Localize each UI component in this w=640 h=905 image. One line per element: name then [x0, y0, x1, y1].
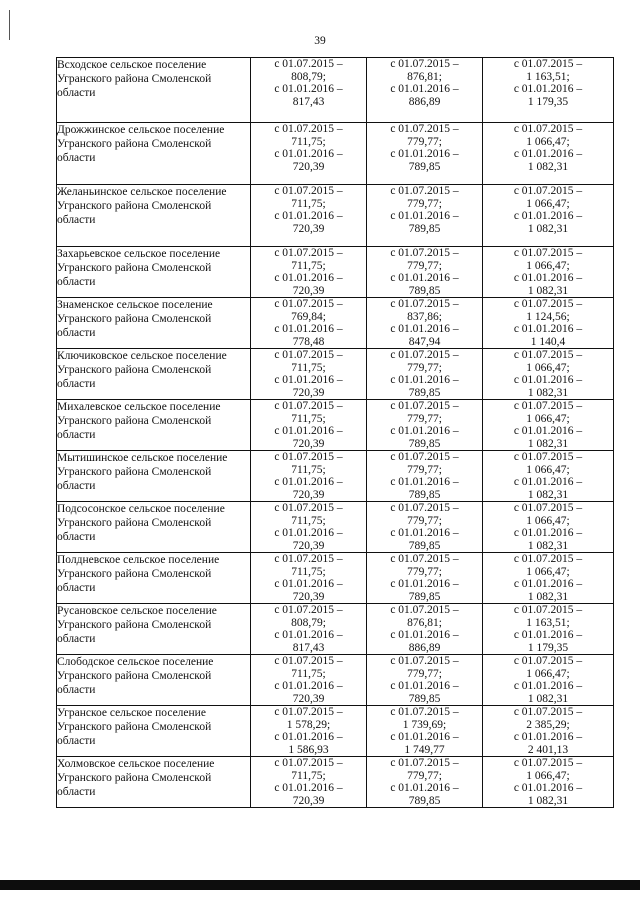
- rate-cell-2: [367, 247, 483, 298]
- rate-date-start: с 01.07.2015 –: [513, 298, 583, 310]
- rate-cell-1: [251, 247, 367, 298]
- rate-date-next: с 01.01.2016 –: [274, 782, 343, 794]
- rate-value-next: 886,89: [408, 95, 441, 108]
- rate-value-next: 720,39: [292, 284, 325, 297]
- settlement-name: Русановское сельское поселение Угранского района Смоленской области: [57, 604, 251, 655]
- rate-cell-2: [367, 706, 483, 757]
- rate-date-next: с 01.01.2016 –: [274, 731, 343, 743]
- rate-date-next: с 01.01.2016 –: [274, 83, 343, 95]
- rate-date-next: с 01.01.2016 –: [513, 680, 583, 692]
- rate-value-start: 876,81;: [407, 616, 442, 629]
- rate-value-next: 789,85: [408, 692, 441, 705]
- rate-cell-2: [367, 298, 483, 349]
- rate-date-start: с 01.07.2015 –: [390, 58, 459, 70]
- rate-value-start: 779,77;: [407, 412, 442, 425]
- rate-cell-3: [483, 123, 614, 185]
- rate-date-start: с 01.07.2015 –: [274, 757, 343, 769]
- rate-date-next: с 01.01.2016 –: [390, 476, 459, 488]
- rate-value-next: 1 140,4: [530, 335, 566, 348]
- rate-value-start: 779,77;: [407, 769, 442, 782]
- rate-value-next: 1 082,31: [527, 539, 569, 552]
- rate-cell-1: [251, 185, 367, 247]
- rate-date-start: с 01.07.2015 –: [513, 604, 583, 616]
- rate-cell-2: [367, 123, 483, 185]
- table-row: [57, 247, 614, 298]
- rate-date-next: с 01.01.2016 –: [513, 148, 583, 160]
- rate-date-start: с 01.07.2015 –: [274, 604, 343, 616]
- rate-value-next: 720,39: [292, 539, 325, 552]
- rate-value-start: 711,75;: [291, 565, 326, 578]
- rate-date-start: с 01.07.2015 –: [513, 58, 583, 70]
- rate-date-next: с 01.01.2016 –: [274, 323, 343, 335]
- rate-value-next: 720,39: [292, 437, 325, 450]
- rate-date-start: с 01.07.2015 –: [274, 706, 343, 718]
- rate-value-start: 779,77;: [407, 361, 442, 374]
- rate-value-next: 817,43: [292, 641, 325, 654]
- settlement-name: Ключиковское сельское поселение Угранского района Смоленской области: [57, 349, 251, 400]
- rate-date-start: с 01.07.2015 –: [274, 451, 343, 463]
- rate-value-start: 1 578,29;: [286, 718, 331, 731]
- rate-value-start: 1 066,47;: [526, 667, 570, 680]
- rate-date-next: с 01.01.2016 –: [513, 272, 583, 284]
- rate-date-start: с 01.07.2015 –: [390, 298, 459, 310]
- rate-value-start: 876,81;: [407, 70, 442, 83]
- table-row: [57, 502, 614, 553]
- rate-date-start: с 01.07.2015 –: [274, 298, 343, 310]
- rate-value-start: 1 066,47;: [526, 197, 570, 210]
- rate-cell-2: [367, 604, 483, 655]
- table-row: [57, 553, 614, 604]
- rate-date-next: с 01.01.2016 –: [390, 272, 459, 284]
- rate-date-start: с 01.07.2015 –: [274, 247, 343, 259]
- rate-value-start: 2 385,29;: [526, 718, 570, 731]
- rate-date-next: с 01.01.2016 –: [390, 680, 459, 692]
- rate-value-start: 711,75;: [291, 259, 326, 272]
- rate-date-start: с 01.07.2015 –: [513, 451, 583, 463]
- rate-value-next: 720,39: [292, 794, 325, 807]
- rate-value-start: 711,75;: [291, 361, 326, 374]
- rate-value-next: 1 082,31: [527, 222, 569, 235]
- rate-cell-3: [483, 604, 614, 655]
- rate-date-start: с 01.07.2015 –: [390, 553, 459, 565]
- rate-date-next: с 01.01.2016 –: [274, 578, 343, 590]
- rate-cell-2: [367, 757, 483, 808]
- rate-value-start: 1 066,47;: [526, 463, 570, 476]
- rate-value-next: 789,85: [408, 160, 441, 173]
- rate-cell-3: [483, 400, 614, 451]
- rate-cell-3: [483, 247, 614, 298]
- rate-value-start: 779,77;: [407, 197, 442, 210]
- rate-date-next: с 01.01.2016 –: [390, 323, 459, 335]
- rate-cell-3: [483, 451, 614, 502]
- rate-value-start: 711,75;: [291, 667, 326, 680]
- rates-table: [56, 57, 614, 808]
- rate-cell-2: [367, 655, 483, 706]
- settlement-name: Холмовское сельское поселение Угранского района Смоленской области: [57, 757, 251, 808]
- rate-cell-1: [251, 553, 367, 604]
- rate-cell-2: [367, 451, 483, 502]
- rate-cell-3: [483, 553, 614, 604]
- rate-date-start: с 01.07.2015 –: [274, 349, 343, 361]
- rate-cell-2: [367, 502, 483, 553]
- rate-value-start: 711,75;: [291, 769, 326, 782]
- rate-value-next: 817,43: [292, 95, 325, 108]
- rate-value-next: 1 586,93: [288, 743, 329, 756]
- rate-value-start: 1 066,47;: [526, 135, 570, 148]
- rate-value-next: 1 082,31: [527, 437, 569, 450]
- rate-value-next: 1 082,31: [527, 794, 569, 807]
- rate-value-start: 837,86;: [407, 310, 442, 323]
- rate-cell-1: [251, 757, 367, 808]
- rate-cell-3: [483, 185, 614, 247]
- rate-date-next: с 01.01.2016 –: [274, 374, 343, 386]
- rate-value-next: 1 082,31: [527, 284, 569, 297]
- rate-cell-1: [251, 298, 367, 349]
- rate-value-start: 711,75;: [291, 412, 326, 425]
- rate-cell-3: [483, 502, 614, 553]
- rate-date-next: с 01.01.2016 –: [513, 629, 583, 641]
- page-number: 39: [314, 35, 326, 47]
- rate-date-start: с 01.07.2015 –: [513, 553, 583, 565]
- settlement-name: Угранское сельское поселение Угранского района Смоленской области: [57, 706, 251, 757]
- rate-date-next: с 01.01.2016 –: [274, 629, 343, 641]
- rate-cell-2: [367, 349, 483, 400]
- rate-date-next: с 01.01.2016 –: [274, 476, 343, 488]
- rate-date-next: с 01.01.2016 –: [513, 476, 583, 488]
- rate-value-start: 1 124,56;: [526, 310, 570, 323]
- rate-date-next: с 01.01.2016 –: [513, 374, 583, 386]
- rate-value-start: 711,75;: [291, 197, 326, 210]
- rate-date-next: с 01.01.2016 –: [513, 527, 583, 539]
- rate-date-start: с 01.07.2015 –: [513, 706, 583, 718]
- rate-value-start: 779,77;: [407, 565, 442, 578]
- rate-cell-1: [251, 604, 367, 655]
- rate-cell-3: [483, 298, 614, 349]
- rate-date-start: с 01.07.2015 –: [513, 400, 583, 412]
- rate-date-start: с 01.07.2015 –: [390, 247, 459, 259]
- rate-date-next: с 01.01.2016 –: [274, 210, 343, 222]
- rate-date-start: с 01.07.2015 –: [274, 655, 343, 667]
- rate-cell-1: [251, 58, 367, 123]
- rate-date-next: с 01.01.2016 –: [390, 578, 459, 590]
- rate-value-next: 1 082,31: [527, 488, 569, 501]
- table-row: [57, 185, 614, 247]
- settlement-name: Желаньинское сельское поселение Угранского района Смоленской области: [57, 185, 251, 247]
- rate-date-next: с 01.01.2016 –: [513, 578, 583, 590]
- table-row: [57, 451, 614, 502]
- rate-value-start: 769,84;: [291, 310, 326, 323]
- rate-cell-1: [251, 451, 367, 502]
- settlement-name: Мытишинское сельское поселение Угранского района Смоленской области: [57, 451, 251, 502]
- rate-date-start: с 01.07.2015 –: [513, 655, 583, 667]
- rate-value-next: 789,85: [408, 794, 441, 807]
- rate-date-start: с 01.07.2015 –: [274, 553, 343, 565]
- rate-cell-1: [251, 706, 367, 757]
- rate-value-next: 720,39: [292, 692, 325, 705]
- rate-cell-1: [251, 655, 367, 706]
- settlement-name: Слободское сельское поселение Угранского района Смоленской области: [57, 655, 251, 706]
- table-row: [57, 757, 614, 808]
- rate-cell-1: [251, 400, 367, 451]
- bottom-bar: [0, 880, 640, 890]
- rate-date-next: с 01.01.2016 –: [390, 374, 459, 386]
- rate-value-next: 886,89: [408, 641, 441, 654]
- rate-date-start: с 01.07.2015 –: [390, 655, 459, 667]
- rate-date-next: с 01.01.2016 –: [274, 527, 343, 539]
- rate-value-next: 1 082,31: [527, 692, 569, 705]
- rate-date-next: с 01.01.2016 –: [390, 527, 459, 539]
- rate-date-next: с 01.01.2016 –: [513, 782, 583, 794]
- rate-value-start: 711,75;: [291, 463, 326, 476]
- rate-value-next: 1 749,77: [404, 743, 445, 756]
- rate-date-next: с 01.01.2016 –: [390, 782, 459, 794]
- rate-date-next: с 01.01.2016 –: [390, 148, 459, 160]
- rate-date-next: с 01.01.2016 –: [274, 680, 343, 692]
- rate-date-start: с 01.07.2015 –: [513, 757, 583, 769]
- rate-date-next: с 01.01.2016 –: [513, 731, 583, 743]
- rate-date-start: с 01.07.2015 –: [513, 349, 583, 361]
- rate-value-start: 1 066,47;: [526, 412, 570, 425]
- table-row: [57, 123, 614, 185]
- rates-table-body: [57, 58, 614, 808]
- rate-date-start: с 01.07.2015 –: [513, 185, 583, 197]
- rate-date-next: с 01.01.2016 –: [513, 323, 583, 335]
- rate-date-start: с 01.07.2015 –: [513, 247, 583, 259]
- settlement-name: Полдневское сельское поселение Угранского района Смоленской области: [57, 553, 251, 604]
- rate-value-start: 779,77;: [407, 667, 442, 680]
- rate-date-next: с 01.01.2016 –: [274, 148, 343, 160]
- rate-date-next: с 01.01.2016 –: [274, 272, 343, 284]
- rate-date-start: с 01.07.2015 –: [390, 706, 459, 718]
- rate-value-next: 1 082,31: [527, 386, 569, 399]
- rate-cell-2: [367, 400, 483, 451]
- rate-date-next: с 01.01.2016 –: [513, 210, 583, 222]
- rate-date-next: с 01.01.2016 –: [390, 629, 459, 641]
- rate-cell-2: [367, 553, 483, 604]
- rate-date-start: с 01.07.2015 –: [390, 185, 459, 197]
- rate-date-start: с 01.07.2015 –: [390, 604, 459, 616]
- rate-value-start: 1 066,47;: [526, 565, 570, 578]
- rate-cell-1: [251, 349, 367, 400]
- table-row: [57, 706, 614, 757]
- rate-value-start: 711,75;: [291, 135, 326, 148]
- rate-date-next: с 01.01.2016 –: [390, 425, 459, 437]
- table-row: [57, 349, 614, 400]
- rate-value-next: 789,85: [408, 284, 441, 297]
- rate-date-start: с 01.07.2015 –: [390, 400, 459, 412]
- settlement-name: Подсосонское сельское поселение Угранского района Смоленской области: [57, 502, 251, 553]
- settlement-name: Всходское сельское поселение Угранского района Смоленской области: [57, 58, 251, 123]
- rate-value-next: 789,85: [408, 386, 441, 399]
- rate-value-next: 1 082,31: [527, 590, 569, 603]
- rate-value-start: 779,77;: [407, 259, 442, 272]
- rate-value-start: 1 066,47;: [526, 769, 570, 782]
- rate-date-start: с 01.07.2015 –: [274, 123, 343, 135]
- rate-cell-3: [483, 757, 614, 808]
- rate-value-start: 808,79;: [291, 70, 326, 83]
- rate-value-next: 1 179,35: [527, 95, 569, 108]
- rate-value-next: 720,39: [292, 160, 325, 173]
- settlement-name: Дрожжинское сельское поселение Угранского района Смоленской области: [57, 123, 251, 185]
- settlement-name: Михалевское сельское поселение Угранского района Смоленской области: [57, 400, 251, 451]
- rate-cell-2: [367, 185, 483, 247]
- rate-date-start: с 01.07.2015 –: [274, 502, 343, 514]
- settlement-name: Захарьевское сельское поселение Угранского района Смоленской области: [57, 247, 251, 298]
- rate-value-next: 789,85: [408, 590, 441, 603]
- rate-value-next: 720,39: [292, 488, 325, 501]
- rate-cell-3: [483, 58, 614, 123]
- rate-date-start: с 01.07.2015 –: [513, 502, 583, 514]
- rate-date-start: с 01.07.2015 –: [274, 58, 343, 70]
- rate-value-next: 789,85: [408, 437, 441, 450]
- rate-date-start: с 01.07.2015 –: [513, 123, 583, 135]
- rate-value-next: 789,85: [408, 222, 441, 235]
- rate-value-next: 720,39: [292, 590, 325, 603]
- rate-date-start: с 01.07.2015 –: [390, 451, 459, 463]
- rate-value-start: 1 739,69;: [402, 718, 447, 731]
- rate-value-next: 847,94: [408, 335, 441, 348]
- rate-cell-2: [367, 58, 483, 123]
- rate-date-next: с 01.01.2016 –: [390, 83, 459, 95]
- table-row: [57, 298, 614, 349]
- rate-date-start: с 01.07.2015 –: [390, 123, 459, 135]
- rate-value-start: 779,77;: [407, 463, 442, 476]
- rate-date-next: с 01.01.2016 –: [274, 425, 343, 437]
- table-row: [57, 604, 614, 655]
- rate-value-next: 789,85: [408, 488, 441, 501]
- rate-cell-1: [251, 502, 367, 553]
- rate-date-start: с 01.07.2015 –: [274, 185, 343, 197]
- table-row: [57, 400, 614, 451]
- rate-value-start: 1 066,47;: [526, 259, 570, 272]
- rate-value-next: 1 179,35: [527, 641, 569, 654]
- rate-value-start: 1 163,51;: [526, 616, 570, 629]
- rate-value-next: 789,85: [408, 539, 441, 552]
- rate-value-start: 711,75;: [291, 514, 326, 527]
- table-row: [57, 655, 614, 706]
- rate-value-start: 1 066,47;: [526, 361, 570, 374]
- rate-date-start: с 01.07.2015 –: [274, 400, 343, 412]
- rate-value-start: 779,77;: [407, 135, 442, 148]
- rate-value-start: 1 163,51;: [526, 70, 570, 83]
- rate-date-next: с 01.01.2016 –: [513, 425, 583, 437]
- rate-date-start: с 01.07.2015 –: [390, 502, 459, 514]
- settlement-name: Знаменское сельское поселение Угранского района Смоленской области: [57, 298, 251, 349]
- rate-date-start: с 01.07.2015 –: [390, 349, 459, 361]
- rate-value-next: 2 401,13: [527, 743, 569, 756]
- rate-value-start: 779,77;: [407, 514, 442, 527]
- rate-date-next: с 01.01.2016 –: [390, 210, 459, 222]
- rate-value-next: 778,48: [292, 335, 325, 348]
- rate-value-next: 1 082,31: [527, 160, 569, 173]
- rate-cell-3: [483, 655, 614, 706]
- table-row: [57, 58, 614, 123]
- rate-date-start: с 01.07.2015 –: [390, 757, 459, 769]
- rate-cell-3: [483, 349, 614, 400]
- rate-value-start: 808,79;: [291, 616, 326, 629]
- rate-cell-1: [251, 123, 367, 185]
- rate-date-next: с 01.01.2016 –: [390, 731, 459, 743]
- rate-value-start: 1 066,47;: [526, 514, 570, 527]
- rate-value-next: 720,39: [292, 386, 325, 399]
- rate-date-next: с 01.01.2016 –: [513, 83, 583, 95]
- rate-value-next: 720,39: [292, 222, 325, 235]
- rate-cell-3: [483, 706, 614, 757]
